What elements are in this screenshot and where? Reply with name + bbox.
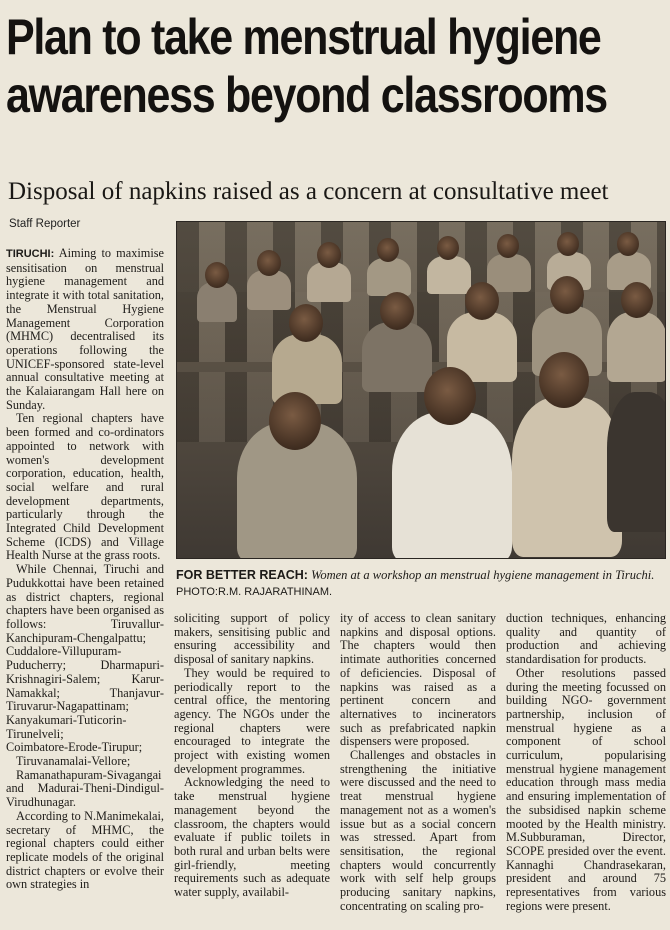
paragraph: They would be required to periodically report to the central office, the mentoring agency. The NGOs under the regional chapters were encouraged to integrate the project with existing women development programmes. [174,665,330,776]
headline-line-1: Plan to take menstrual hygiene [6,9,601,65]
photo-caption [176,567,664,600]
paragraph: While Chennai, Tiruchi and Pudukkottai have been retained as district chapters, regional chapters have been organised as follows: Tiruvallur- Kanchipuram-Chengalpattu; [6,562,164,645]
article-column-3 [340,612,496,913]
photo-credit: PHOTO:R.M. RAJARATHINAM. [176,586,333,598]
paragraph: According to N.Manimekalai, secretary of MHMC, the regional chapters could either replicate models of the original district chapters or evolve their own strategies in [6,808,164,892]
workshop-photo [176,221,666,559]
paragraph: Ramanathapuram-Sivagangai and Madurai-Theni-Dindigul-Virudhunagar. [6,767,164,810]
article-column-4 [506,612,666,913]
headline-line-2: awareness beyond classrooms [6,67,607,123]
paragraph: ity of access to clean sanitary napkins and disposal options. The chapters would then intimate authorities concerned of deficiencies. Disposal of napkins was raised as a pertinent concern and alternatives to incinerators such as prefabricated napkin dispensers were proposed. [340,611,496,749]
paragraph: soliciting support of policy makers, sensitising public and ensuring accessibility and disposal of sanitary napkins. [174,611,330,667]
paragraph: Coimbatore-Erode-Tirupur; [6,740,143,755]
article-column-2 [174,612,330,900]
caption-text: Women at a workshop an menstrual hygiene management in Tiruchi. [311,568,655,582]
paragraph: duction techniques, enhancing quality and quantity of production and achieving standardisation for products. [506,611,666,667]
paragraph: Acknowledging the need to take menstrual hygiene management beyond the classroom, the chapters would evaluate if public toilets in both rural and urban belts were girl-friendly, meeting requirements such as adequate water supply, availabil- [174,775,330,900]
paragraph: TIRUCHI: Aiming to maximise sensitisation on menstrual hygiene management and integrate it with total sanitation, the Menstrual Hygiene Management Corporation (MHMC) decentralised its operations following the UNICEF-sponsored state-level annual consultative meeting at the Kalaiarangam Hall here on Sunday. [6,246,164,412]
byline: Staff Reporter [9,218,81,230]
paragraph: Ten regional chapters have been formed and co-ordinators appointed to network with women's development corporation, education, health, social welfare and rural development departments, particularly through the Integrated Child Development Scheme (ICDS) and Village Health Nurse at the grass roots. [6,411,164,563]
dateline: TIRUCHI: [6,248,55,260]
article-column-1 [6,247,164,892]
headline [6,8,607,124]
paragraph: Cuddalore-Villupuram-Puducherry; Dharmapuri-Krishnagiri-Salem; Karur-Namakkal; Thanjavur-Tiruvarur-Nagapattinam; Kanyakumari-Tuticorin-Tirunelveli; [6,644,164,741]
paragraph: Challenges and obstacles in strengthening the initiative were discussed and the need to treat menstrual hygiene management not as a women's issue but as a social concern was stressed. Apart from sensitisation, the regional chapters would concurrently work with self help groups producing sanitary napkins, concentrating on scaling pro- [340,748,496,913]
caption-label: FOR BETTER REACH: [176,568,308,582]
paragraph: Other resolutions passed during the meeting focussed on building NGO- government partnership, inclusion of menstrual hygiene as a component of school curriculum, popularising menstrual hygiene management education through mass media and ensuring implementation of the subsidised napkin scheme mooted by the Health ministry. M.Subburaman, Director, SCOPE presided over the event. Kannaghi Chandrasekaran, president and around 75 representatives from various regions were present. [506,665,666,913]
subheadline: Disposal of napkins raised as a concern at consultative meet [8,178,609,205]
paragraph: Tiruvanamalai-Vellore; [16,754,131,769]
